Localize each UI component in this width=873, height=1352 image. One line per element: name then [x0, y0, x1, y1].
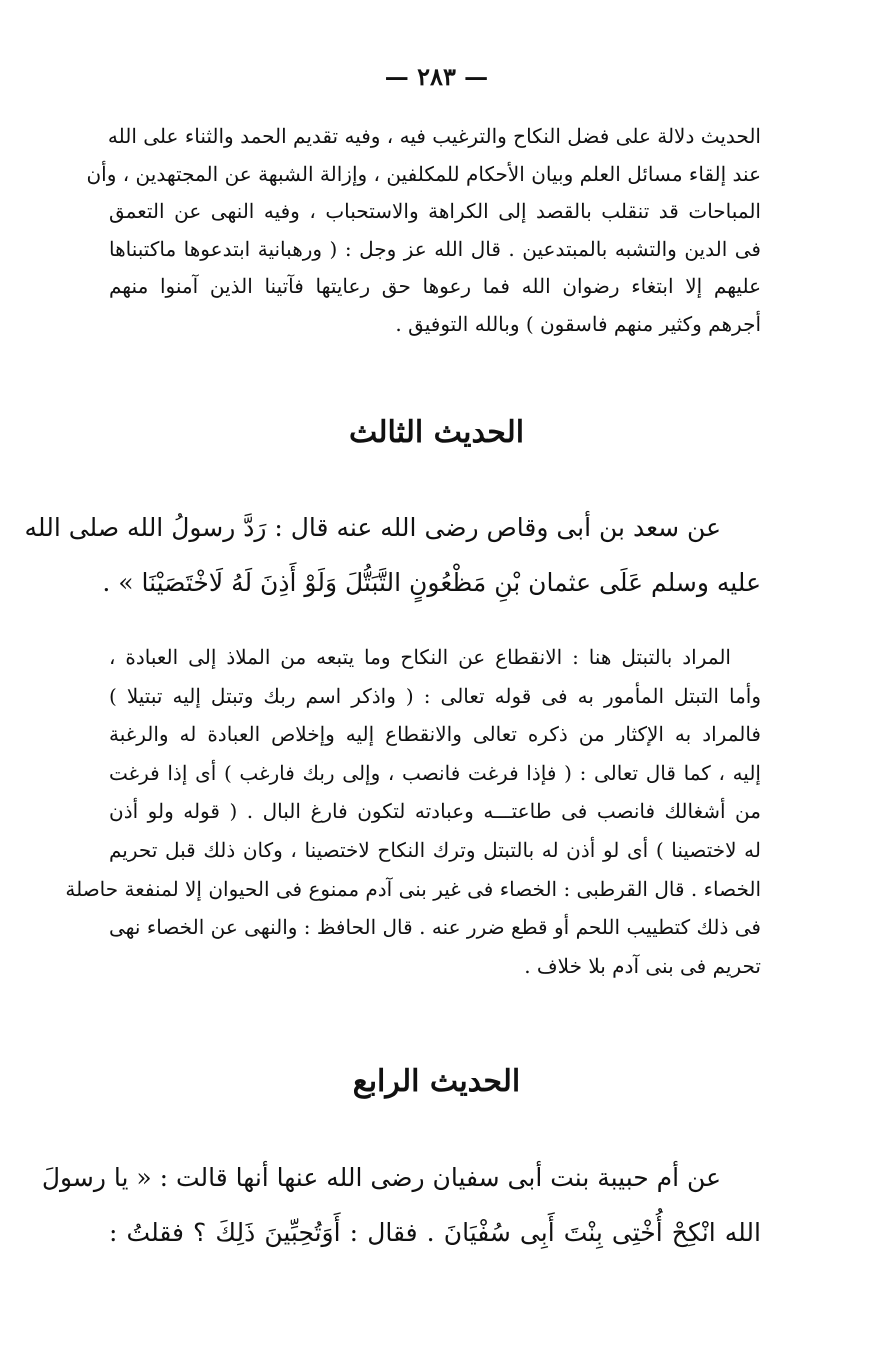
text-line: عليه وسلم عَلَى عثمان بْنِ مَظْعُونٍ التَّبَتُّلَ وَلَوْ أَذِنَ لَهُ لَاخْتَصَيْنَا » . [102, 568, 761, 597]
section-heading-fourth-hadith: الحديث الرابع [352, 1064, 521, 1099]
text-line: عن أم حبيبة بنت أبى سفيان رضى الله عنها أنها قالت : « يا رسولَ [41, 1163, 721, 1192]
text-line: إليه ، كما قال تعالى : ( فإذا فرغت فانصب ، وإلى ربك فارغب ) أى إذا فرغت [109, 760, 761, 785]
page-number: — ٢٨٣ — [384, 62, 489, 91]
text-line: من أشغالك فانصب فى طاعتـــه وعبادته لتكون فارغ البال . ( قوله ولو أذن [109, 799, 761, 824]
text-line: عند إلقاء مسائل العلم وبيان الأحكام للمكلفين ، وإزالة الشبهة عن المجتهدين ، وأن [86, 161, 761, 186]
text-line: فالمراد به الإكثار من ذكره تعالى والانقطاع إليه وإخلاص العبادة له والرغبة [109, 722, 761, 747]
text-line: وأما التبتل المأمور به فى قوله تعالى : ( واذكر اسم ربك وتبتل إليه تبتيلا ) [109, 683, 761, 708]
text-line: عن سعد بن أبى وقاص رضى الله عنه قال : رَدَّ رسولُ الله صلى الله [24, 513, 721, 542]
hadith-text-fourth [41, 1150, 761, 1260]
text-line: المباحات قد تنقلب بالقصد إلى الكراهة والاستحباب ، وفيه النهى عن التعمق [109, 199, 761, 223]
text-line: المراد بالتبتل هنا : الانقطاع عن النكاح وما يتبعه من الملاذ إلى العبادة ، [109, 645, 731, 669]
text-line: فى ذلك كتطييب اللحم أو قطع ضرر عنه . قال الحافظ : والنهى عن الخصاء نهى [109, 915, 761, 940]
section-heading-third-hadith: الحديث الثالث [348, 415, 525, 450]
text-line: الخصاء . قال القرطبى : الخصاء فى غير بنى آدم ممنوع فى الحيوان إلا لمنفعة حاصلة [65, 876, 761, 901]
text-line: الحديث دلالة على فضل النكاح والترغيب فيه ، وفيه تقديم الحمد والثناء على الله [107, 124, 761, 148]
text-line: أجرهم وكثير منهم فاسقون ) وبالله التوفيق . [395, 311, 761, 336]
commentary-paragraph [65, 638, 761, 985]
text-line: الله انْكِحْ أُخْتِى بِنْتَ أَبِى سُفْيَانَ . فقال : أَوَتُحِبِّينَ ذَلِكَ ؟ فقلتُ : [109, 1218, 761, 1247]
intro-paragraph [86, 118, 761, 343]
hadith-text-third [24, 500, 761, 610]
text-line: عليهم إلا ابتغاء رضوان الله فما رعوها حق رعايتها فآتينا الذين آمنوا منهم [109, 274, 761, 298]
text-line: له لاختصينا ) أى لو أذن له بالتبتل وترك النكاح لاختصينا ، وكان ذلك قبل تحريم [109, 837, 761, 862]
text-line: تحريم فى بنى آدم بلا خلاف . [524, 953, 761, 978]
text-line: فى الدين والتشبه بالمبتدعين . قال الله عز وجل : ( ورهبانية ابتدعوها ماكتبناها [109, 236, 761, 261]
